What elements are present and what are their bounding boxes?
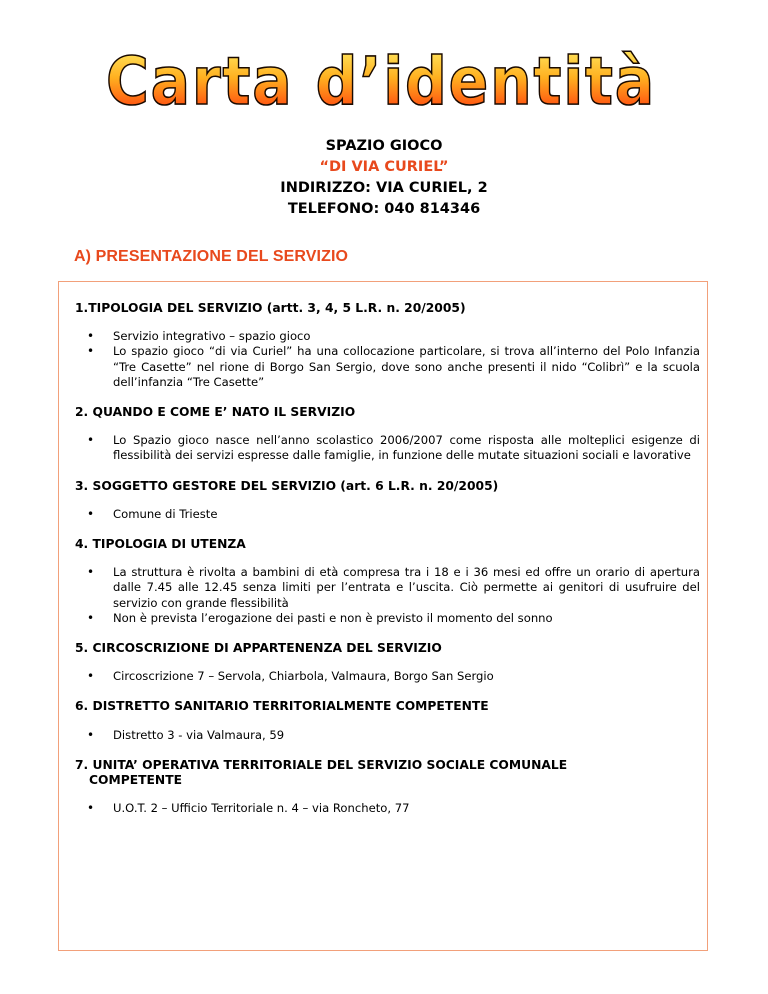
item-2-title: 2. QUANDO E COME E’ NATO IL SERVIZIO: [75, 405, 356, 420]
list-item: • Servizio integrativo – spazio gioco: [75, 329, 700, 344]
item-1-bullets: [75, 329, 700, 390]
header-subtitle: “DI VIA CURIEL”: [319, 159, 449, 175]
item-4-title: 4. TIPOLOGIA DI UTENZA: [75, 537, 246, 552]
content-list: [75, 301, 700, 831]
list-item: • Non è prevista l’erogazione dei pasti e non è previsto il momento del sonno: [75, 611, 700, 626]
header-title: SPAZIO GIOCO: [325, 138, 443, 154]
header-phone: TELEFONO: 040 814346: [287, 201, 481, 217]
list-item: • U.O.T. 2 – Ufficio Territoriale n. 4 – via Roncheto, 77: [75, 801, 700, 816]
item-6-title: 6. DISTRETTO SANITARIO TERRITORIALMENTE COMPETENTE: [75, 699, 489, 714]
svg-text:Carta d’identità: Carta d’identità: [106, 43, 656, 120]
item-6-bullets: [75, 728, 700, 743]
header-address: INDIRIZZO: VIA CURIEL, 2: [280, 180, 488, 196]
item-2-bullets: [75, 433, 700, 463]
item-5-title: 5. CIRCOSCRIZIONE DI APPARTENENZA DEL SERVIZIO: [75, 641, 442, 656]
item-3-bullets: [75, 507, 700, 522]
item-7-bullets: [75, 801, 700, 816]
item-7-title: [75, 758, 700, 788]
item-1-title: 1.TIPOLOGIA DEL SERVIZIO (artt. 3, 4, 5 L.R. n. 20/2005): [75, 301, 466, 315]
item-5-bullets: [75, 669, 700, 684]
item-3-title: 3. SOGGETTO GESTORE DEL SERVIZIO (art. 6 L.R. n. 20/2005): [75, 478, 499, 493]
list-item: • Distretto 3 - via Valmaura, 59: [75, 728, 700, 743]
list-item: • La struttura è rivolta a bambini di età compresa tra i 18 e i 36 mesi ed offre un orario di apertura dalle 7.45 alle 12.45 senza limiti per l’entrata e l’uscita. Ciò permette ai genitori di usufruire del servizio con grande flessibilità: [75, 565, 700, 611]
item-4-bullets: [75, 565, 700, 626]
document-header: [0, 136, 768, 220]
list-item: • Comune di Trieste: [75, 507, 700, 522]
list-item: • Lo Spazio gioco nasce nell’anno scolastico 2006/2007 come risposta alle molteplici esigenze di flessibilità dei servizi espresse dalle famiglie, in funzione delle mutate situazioni sociali e lavorative: [75, 433, 700, 463]
list-item: • Lo spazio gioco “di via Curiel” ha una collocazione particolare, si trova all’interno del Polo Infanzia “Tre Casette” nel rione di Borgo San Sergio, dove sono anche presenti il nido “Colibrì” e la scuola dell’infanzia “Tre Casette”: [75, 344, 700, 390]
list-item: • Circoscrizione 7 – Servola, Chiarbola, Valmaura, Borgo San Sergio: [75, 669, 700, 684]
item-7-title-line1: 7. UNITA’ OPERATIVA TERRITORIALE DEL SERVIZIO SOCIALE COMUNALE: [75, 757, 568, 772]
item-7-title-line2: COMPETENTE: [89, 773, 182, 788]
banner-title: [96, 30, 666, 122]
section-a-title: A) PRESENTAZIONE DEL SERVIZIO: [74, 248, 349, 265]
